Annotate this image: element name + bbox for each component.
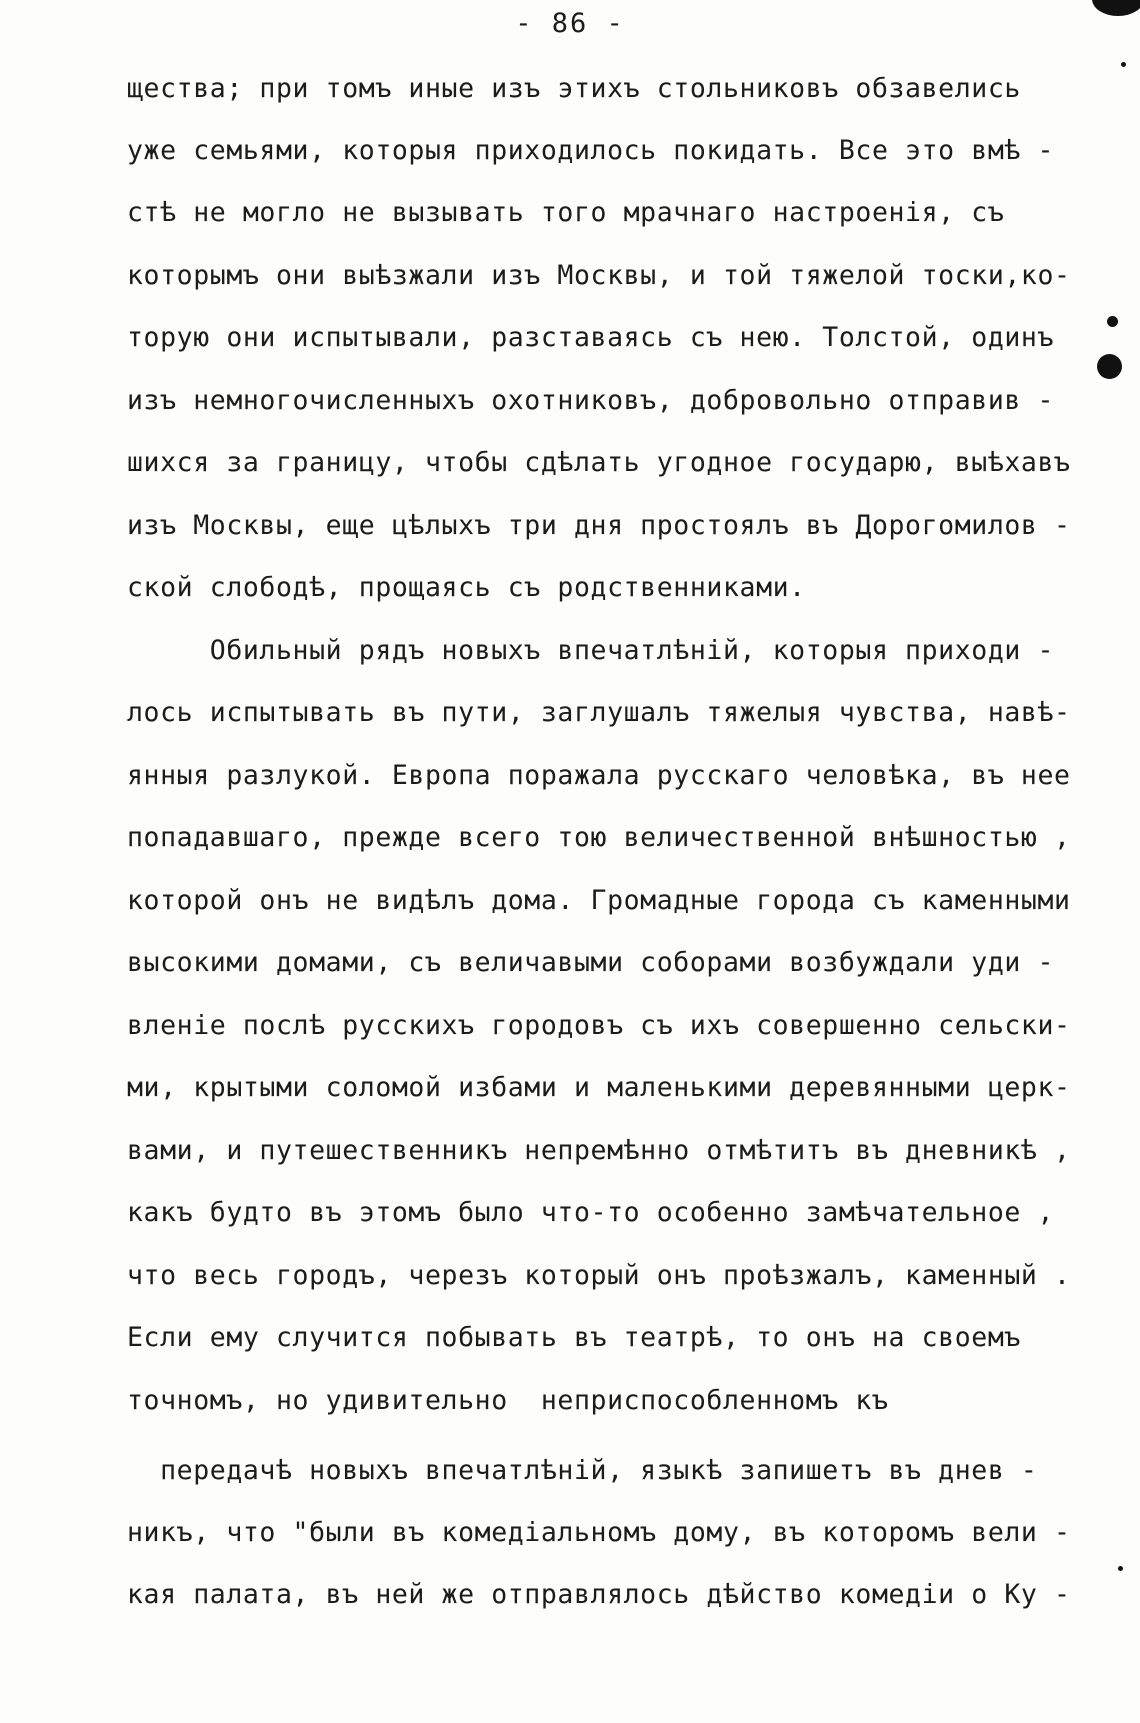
- ink-blot: [1121, 62, 1126, 67]
- ink-blot: [1097, 354, 1122, 379]
- text-line: шихся за границу, чтобы сдѣлать угодное государю, выѣхавъ: [127, 447, 1071, 478]
- text-line: кая палата, въ ней же отправлялось дѣйство комедіи о Ку -: [127, 1579, 1071, 1610]
- text-line: точномъ, но удивительно неприспособленномъ къ: [127, 1385, 889, 1416]
- text-line: ской слободѣ, прощаясь съ родственниками.: [127, 572, 806, 603]
- text-line: Если ему случится побывать въ театрѣ, то онъ на своемъ: [127, 1322, 1021, 1353]
- text-line: Обильный рядъ новыхъ впечатлѣній, которыя приходи -: [127, 635, 1055, 666]
- text-line: никъ, что "были въ комедіальномъ дому, въ которомъ вели -: [127, 1517, 1071, 1548]
- ink-blot: [1118, 1566, 1123, 1571]
- text-line: лось испытывать въ пути, заглушалъ тяжелыя чувства, навѣ-: [127, 697, 1071, 728]
- text-line: янныя разлукой. Европа поражала русскаго человѣка, въ нее: [127, 760, 1071, 791]
- text-line: изъ Москвы, еще цѣлыхъ три дня простоялъ въ Дорогомилов -: [127, 510, 1071, 541]
- ink-blot: [1107, 316, 1118, 327]
- text-line: уже семьями, которыя приходилось покидать. Все это вмѣ -: [127, 135, 1055, 166]
- text-line: ми, крытыми соломой избами и маленькими деревянными церк-: [127, 1072, 1071, 1103]
- text-line: стѣ не могло не вызывать того мрачнаго настроенія, съ: [127, 197, 1005, 228]
- page-number: - 86 -: [515, 8, 625, 39]
- text-line: которымъ они выѣзжали изъ Москвы, и той тяжелой тоски,ко-: [127, 260, 1071, 291]
- text-line: изъ немногочисленныхъ охотниковъ, добровольно отправив -: [127, 385, 1055, 416]
- text-line: торую они испытывали, разставаясь съ нею. Толстой, одинъ: [127, 322, 1055, 353]
- text-line: вленіе послѣ русскихъ городовъ съ ихъ совершенно сельски-: [127, 1010, 1071, 1041]
- text-line: что весь городъ, черезъ который онъ проѣзжалъ, каменный .: [127, 1260, 1071, 1291]
- text-line: передачѣ новыхъ впечатлѣній, языкѣ запишетъ въ днев -: [127, 1455, 1038, 1486]
- text-line: попадавшаго, прежде всего тою величественной внѣшностью ,: [127, 822, 1071, 853]
- text-line: высокими домами, съ величавыми соборами возбуждали уди -: [127, 947, 1055, 978]
- text-line: какъ будто въ этомъ было что-то особенно замѣчательное ,: [127, 1197, 1055, 1228]
- text-line: вами, и путешественникъ непремѣнно отмѣтитъ въ дневникѣ ,: [127, 1135, 1071, 1166]
- text-line: щества; при томъ иные изъ этихъ стольниковъ обзавелись: [127, 73, 1021, 104]
- text-line: которой онъ не видѣлъ дома. Громадные города съ каменными: [127, 885, 1071, 916]
